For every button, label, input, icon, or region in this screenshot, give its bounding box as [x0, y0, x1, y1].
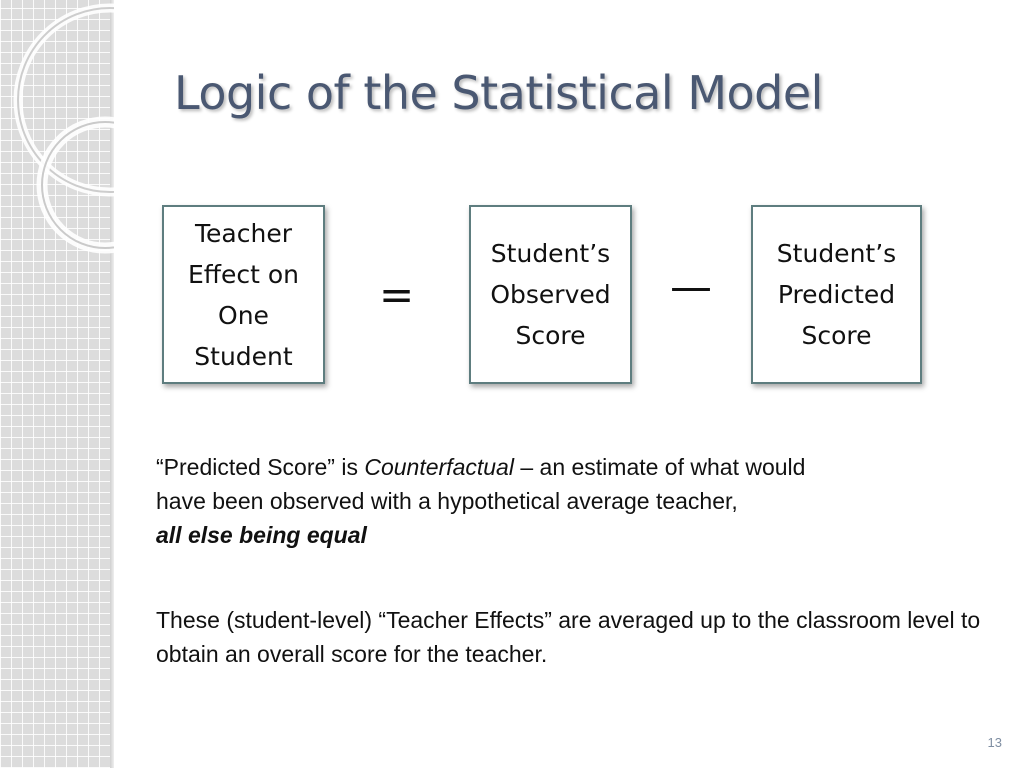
paragraph1-line2: have been observed with a hypothetical average teacher, [156, 488, 738, 514]
paragraph1-line1 [156, 450, 996, 484]
averaging-paragraph: These (student-level) “Teacher Effects” are averaged up to the classroom level to obtain an overall score for the teacher. [156, 607, 981, 667]
paragraph1-line3: all else being equal [156, 522, 367, 548]
decorative-rings [0, 0, 114, 768]
page-number: 13 [987, 735, 1002, 750]
equals-sign: = [379, 270, 415, 319]
paragraph1-part1: “Predicted Score” is [156, 454, 365, 480]
predicted-score-label: Student’s Predicted Score [776, 239, 897, 350]
slide-title: Logic of the Statistical Model [174, 66, 823, 120]
observed-score-box [469, 205, 632, 384]
predicted-score-box [751, 205, 922, 384]
paragraph1-part3: – an estimate of what would [513, 454, 806, 480]
observed-score-label: Student’s Observed Score [490, 239, 611, 350]
counterfactual-paragraph [156, 450, 996, 552]
minus-sign: — [670, 262, 712, 311]
counterfactual-term: Counterfactual [364, 454, 514, 480]
teacher-effect-label: Teacher Effect on One Student [187, 218, 300, 371]
teacher-effect-box [162, 205, 325, 384]
